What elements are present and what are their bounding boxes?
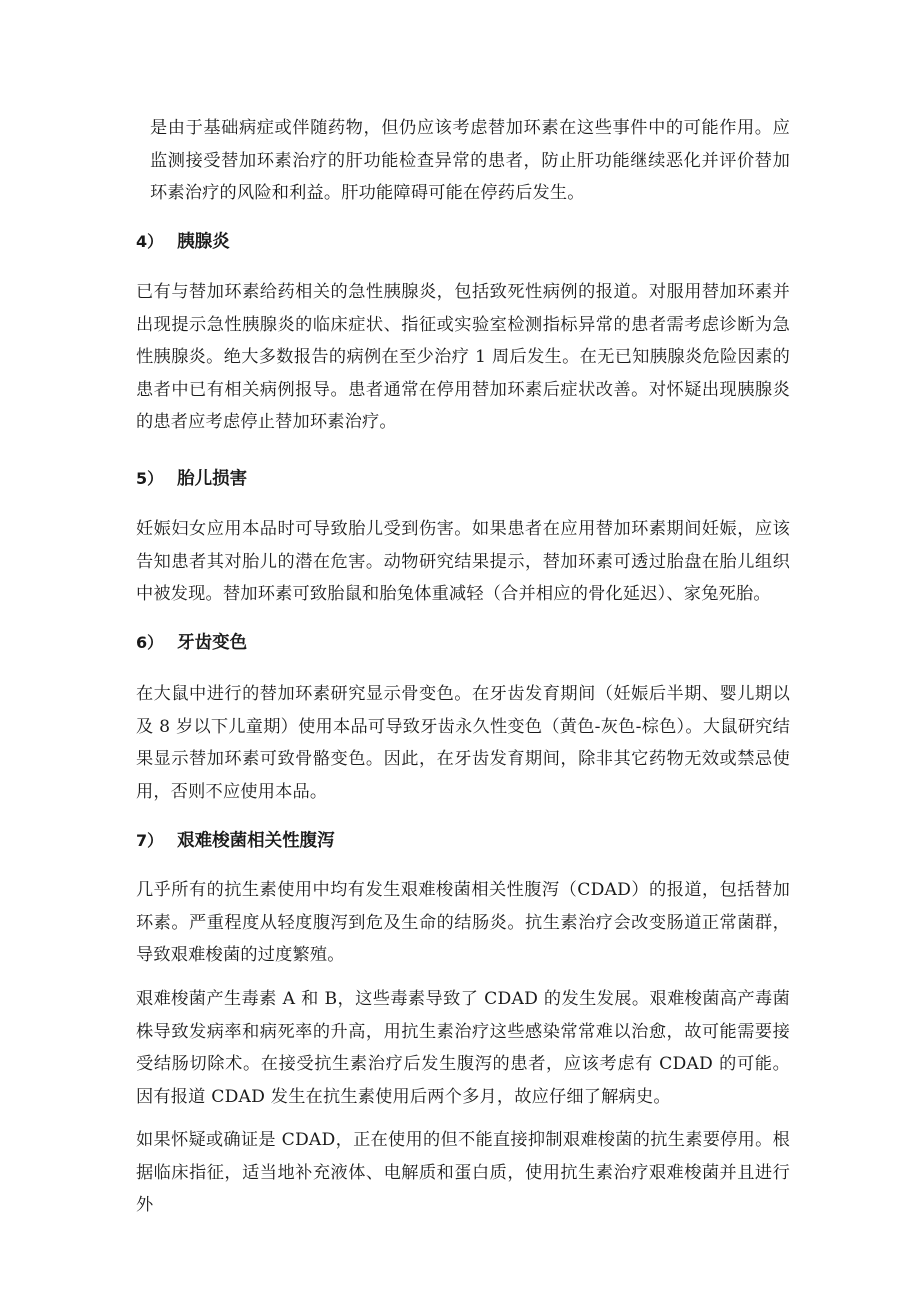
section-title: 艰难梭菌相关性腹泻	[177, 831, 335, 851]
section-title: 牙齿变色	[177, 633, 248, 653]
section-heading-cdad	[136, 829, 335, 853]
section-number: 4）	[136, 232, 164, 251]
section-number: 6）	[136, 633, 164, 652]
section-paragraph: 艰难梭菌产生毒素 A 和 B，这些毒素导致了 CDAD 的发生发展。艰难梭菌高产毒菌株导致发病率和病死率的升高，用抗生素治疗这些感染常常难以治愈，故可能需要接受结肠切除术。在接受抗生素治疗后发生腹泻的患者，应该考虑有 CDAD 的可能。因有报道 CDAD 发生在抗生素使用后两个多月，故应仔细了解病史。	[136, 989, 790, 1107]
section-heading-tooth-discoloration	[136, 631, 247, 655]
section-number: 7）	[136, 831, 164, 850]
section-heading-fetal-harm	[136, 467, 247, 491]
section-heading-pancreatitis	[136, 230, 230, 254]
continuation-paragraph: 是由于基础病症或伴随药物，但仍应该考虑替加环素在这些事件中的可能作用。应监测接受替加环素治疗的肝功能检查异常的患者，防止肝功能继续恶化并评价替加环素治疗的风险和利益。肝功能障碍可能在停药后发生。	[150, 118, 790, 203]
section-paragraph: 在大鼠中进行的替加环素研究显示骨变色。在牙齿发育期间（妊娠后半期、婴儿期以及 8 岁以下儿童期）使用本品可导致牙齿永久性变色（黄色-灰色-棕色）。大鼠研究结果显示替加环素可致骨骼变色。因此，在牙齿发育期间，除非其它药物无效或禁忌使用，否则不应使用本品。	[136, 684, 790, 802]
section-paragraph: 几乎所有的抗生素使用中均有发生艰难梭菌相关性腹泻（CDAD）的报道，包括替加环素。严重程度从轻度腹泻到危及生命的结肠炎。抗生素治疗会改变肠道正常菌群，导致艰难梭菌的过度繁殖。	[136, 880, 790, 965]
section-title: 胎儿损害	[177, 469, 248, 489]
section-paragraph: 妊娠妇女应用本品时可导致胎儿受到伤害。如果患者在应用替加环素期间妊娠，应该告知患者其对胎儿的潜在危害。动物研究结果提示，替加环素可透过胎盘在胎儿组织中被发现。替加环素可致胎鼠和胎兔体重减轻（合并相应的骨化延迟）、家兔死胎。	[136, 519, 790, 604]
section-paragraph: 已有与替加环素给药相关的急性胰腺炎，包括致死性病例的报道。对服用替加环素并出现提示急性胰腺炎的临床症状、指征或实验室检测指标异常的患者需考虑诊断为急性胰腺炎。绝大多数报告的病例在至少治疗 1 周后发生。在无已知胰腺炎危险因素的患者中已有相关病例报导。患者通常在停用替加环素后症状改善。对怀疑出现胰腺炎的患者应考虑停止替加环素治疗。	[136, 282, 790, 432]
section-paragraph: 如果怀疑或确证是 CDAD，正在使用的但不能直接抑制艰难梭菌的抗生素要停用。根据临床指征，适当地补充液体、电解质和蛋白质，使用抗生素治疗艰难梭菌并且进行外	[136, 1130, 790, 1215]
section-number: 5）	[136, 469, 164, 488]
section-title: 胰腺炎	[177, 232, 230, 252]
